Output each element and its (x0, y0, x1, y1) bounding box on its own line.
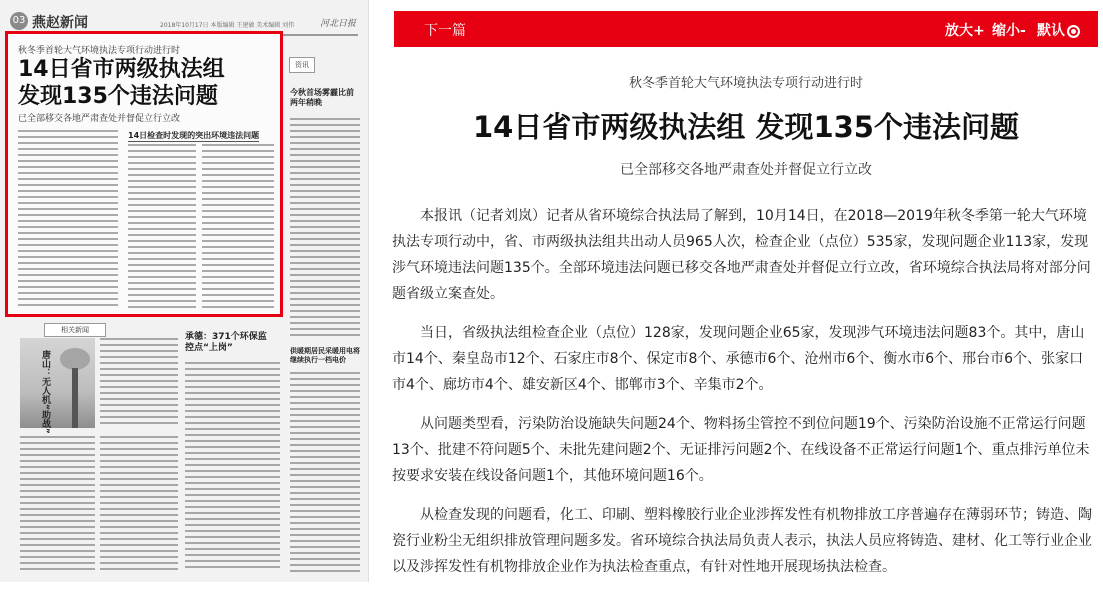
zoom-reset-button[interactable] (1037, 20, 1080, 40)
article-paragraph: 当日，省级执法组检查企业（点位）128家，发现问题企业65家，发现涉气环境违法问题83个。其中，唐山市14个、秦皇岛市12个、石家庄市8个、保定市8个、承德市6个、沧州市6个、衡水市6个、邢台市6个、张家口市4个、廊坊市4个、雄安新区4个、邯郸市3个、辛集市2个。 (392, 325, 1085, 393)
thumb-text-column (202, 144, 274, 310)
related-news-tag: 相关新闻 (44, 323, 106, 337)
article-toolbar (394, 11, 1098, 47)
mid-headline[interactable]: 承德：371个环保监控点“上岗” (185, 332, 267, 353)
thumb-text-column (18, 130, 118, 310)
lower-text-column (20, 436, 95, 572)
thumb-article-sidehead: 14日检查时发现的突出环境违法问题 (128, 131, 260, 140)
thumb-article-subtitle: 已全部移交各地严肃查处并督促立行立改 (18, 114, 181, 124)
thumb-article-title (18, 56, 278, 110)
thumb-title-line-1: 14日省市两级执法组 (18, 57, 225, 82)
thumb-article-kicker: 秋冬季首轮大气环境执法专项行动进行时 (18, 46, 181, 56)
lower-text-column (100, 436, 178, 572)
paper-date-line: 2018年10月17日 本版编辑 王建敏 美术编辑 刘伟 (160, 22, 295, 29)
section-name: 燕赵新闻 (32, 15, 88, 31)
page-number-badge: 03 (10, 12, 28, 30)
article-body (392, 203, 1096, 593)
news-photo (20, 338, 95, 428)
article-subtitle: 已全部移交各地严肃查处并督促立行立改 (620, 162, 872, 178)
chimney-shape (72, 368, 78, 428)
side-text-column (290, 372, 360, 572)
newspaper-page-thumbnail[interactable] (0, 0, 369, 582)
article-paragraph: 从问题类型看，污染防治设施缺失问题24个、物料扬尘管控不到位问题19个、污染防治设施不正常运行问题13个、批建不符问题5个、未批先建问题2个、无证排污问题2个、在线设备不正常运行问题1个、重点排污单位未按要求安装在线设备问题1个，其他环境问题16个。 (392, 416, 1090, 484)
side-text-column (290, 118, 360, 338)
side-article-head[interactable]: 今秋首场雾霾比前两年稍晚 (290, 88, 354, 107)
side-tag: 资讯 (289, 57, 315, 73)
lower-text-column (100, 338, 178, 428)
article-kicker: 秋冬季首轮大气环境执法专项行动进行时 (628, 76, 863, 91)
vertical-headline[interactable]: 唐山：无人机“助战” (40, 350, 50, 434)
paper-brand-logo: 河北日报 (319, 19, 356, 29)
article-paragraph: 从检查发现的问题看，化工、印刷、塑料橡胶行业企业涉挥发性有机物排放工序普遍存在薄弱环节；铸造、陶瓷行业粉尘无组织排放管理问题多发。省环境综合执法局负责人表示，执法人员应将铸造、建材、化工等行业企业以及涉挥发性有机物排放企业作为执法检查重点，有针对性地开展现场执法检查。 (392, 507, 1092, 575)
article-title: 14日省市两级执法组 发现135个违法问题 (473, 110, 1019, 144)
selected-article-highlight[interactable] (5, 31, 283, 317)
lower-text-column (185, 362, 280, 572)
smoke-shape (60, 348, 90, 370)
zoom-in-button[interactable]: 放大+ (945, 23, 985, 39)
zoom-out-button[interactable]: 缩小- (992, 23, 1026, 39)
reset-circle-icon (1067, 25, 1080, 38)
zoom-reset-label: 默认 (1037, 23, 1065, 39)
next-article-link[interactable]: 下一篇 (424, 23, 466, 39)
thumb-text-column (128, 144, 196, 310)
article-paragraph: 本报讯（记者刘岚）记者从省环境综合执法局了解到，10月14日，在2018—2019年秋冬季第一轮大气环境执法专项行动中，省、市两级执法组共出动人员965人次，检查企业（点位）535家，发现问题企业113家，发现涉气环境违法问题135个。全部环境违法问题已移交各地严肃查处并督促立行立改，省环境综合执法局将对部分问题省级立案查处。 (392, 208, 1091, 302)
thumb-title-line-2: 发现135个违法问题 (18, 84, 218, 109)
side-article-head-2[interactable]: 供暖期居民采暖用电将继续执行一档电价 (290, 347, 360, 364)
